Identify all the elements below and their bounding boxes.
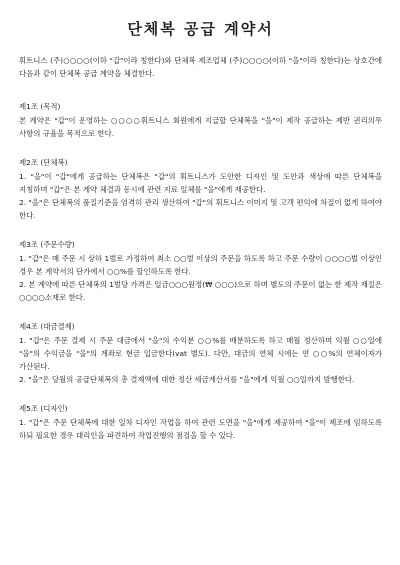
article-heading: 제2조 (단체복) <box>19 158 68 167</box>
article-heading: 제3조 (주문수량) <box>19 240 75 249</box>
intro-paragraph: 휘트니스 (주)○○○○(이하 "갑"이라 칭한다)와 단체복 제조업체 (주)○○○○(이하 "을"이라 칭한다)는 상호간에 다음과 같이 단체복 공급 계약을 체결한다. <box>19 56 382 78</box>
article-paragraph: 1. "갑"은 주문 결제 시 주문 대금에서 "을"의 수익분 ○○%를 배분하도록 하고 매월 정산하며 익월 ○○일에 "을"의 수익금을 "을"의 계좌로 현금 입금한다(vat 별도). 다만, 대금의 연체 시에는 연 ○○%의 연체이자가 가산된다. <box>19 336 382 371</box>
article-paragraph: 1. "을"이 "갑"에게 공급하는 단체복은 "갑"의 휘트니스가 도안한 디자인 및 도안과 색상에 따른 단체복을 지칭하며 "갑"은 본 계약 체결과 동시에 관련 지료 일체를 "을"에게 제공한다. <box>19 172 382 194</box>
article-5 <box>19 402 382 442</box>
article-2 <box>19 156 382 222</box>
article-paragraph: 2. 본 계약에 따른 단체복의 1벌당 가격은 일금○○○원정(₩ ○○○)으로 하며 별도의 주문이 없는 한 제작 재질은 ○○○○소재로 한다. <box>19 280 382 302</box>
article-paragraph: 1. "갑"은 매 주문 시 상하 1벌로 가정하여 최소 ○○벌 이상의 주문을 하도록 하고 주문 수량이 ○○○○벌 이상인 경우 본 계약서의 단가에서 ○○%를 할인하도록 한다. <box>19 254 382 276</box>
document-title: 단체복 공급 계약서 <box>127 20 274 38</box>
article-heading: 제1조 (목적) <box>19 102 61 111</box>
article-paragraph: 2. "을"은 당월의 공급단체복의 총 결제액에 대한 정산 세금계산서를 "을"에게 익월 ○○일까지 발행한다. <box>19 375 355 384</box>
article-1 <box>19 100 382 140</box>
article-4 <box>19 320 382 386</box>
article-heading: 제5조 (디자인) <box>19 404 68 413</box>
article-paragraph: 1. "갑"은 주문 단체복에 대한 일차 디자인 작업을 하여 관련 도면을 "을"에게 제공하여 "을"이 제조에 임하도록 하되 필요한 경우 대리인을 파견하여 작업진행의 점검을 할 수 있다. <box>19 418 382 440</box>
article-3 <box>19 238 382 304</box>
article-paragraph: 2. "을"은 단체복의 품질기준을 엄격히 관리 생산하여 "갑"의 휘트니스 이미지 및 고객 편익에 차질이 없게 하여야 한다. <box>19 198 382 220</box>
article-heading: 제4조 (대금결제) <box>19 322 75 331</box>
article-paragraph: 본 계약은 "갑"이 운영하는 ○○○○휘트니스 회원에게 지급할 단체복을 "을"이 제작 공급하는 제반 권리의무 사항의 규율을 목적으로 한다. <box>19 116 382 138</box>
